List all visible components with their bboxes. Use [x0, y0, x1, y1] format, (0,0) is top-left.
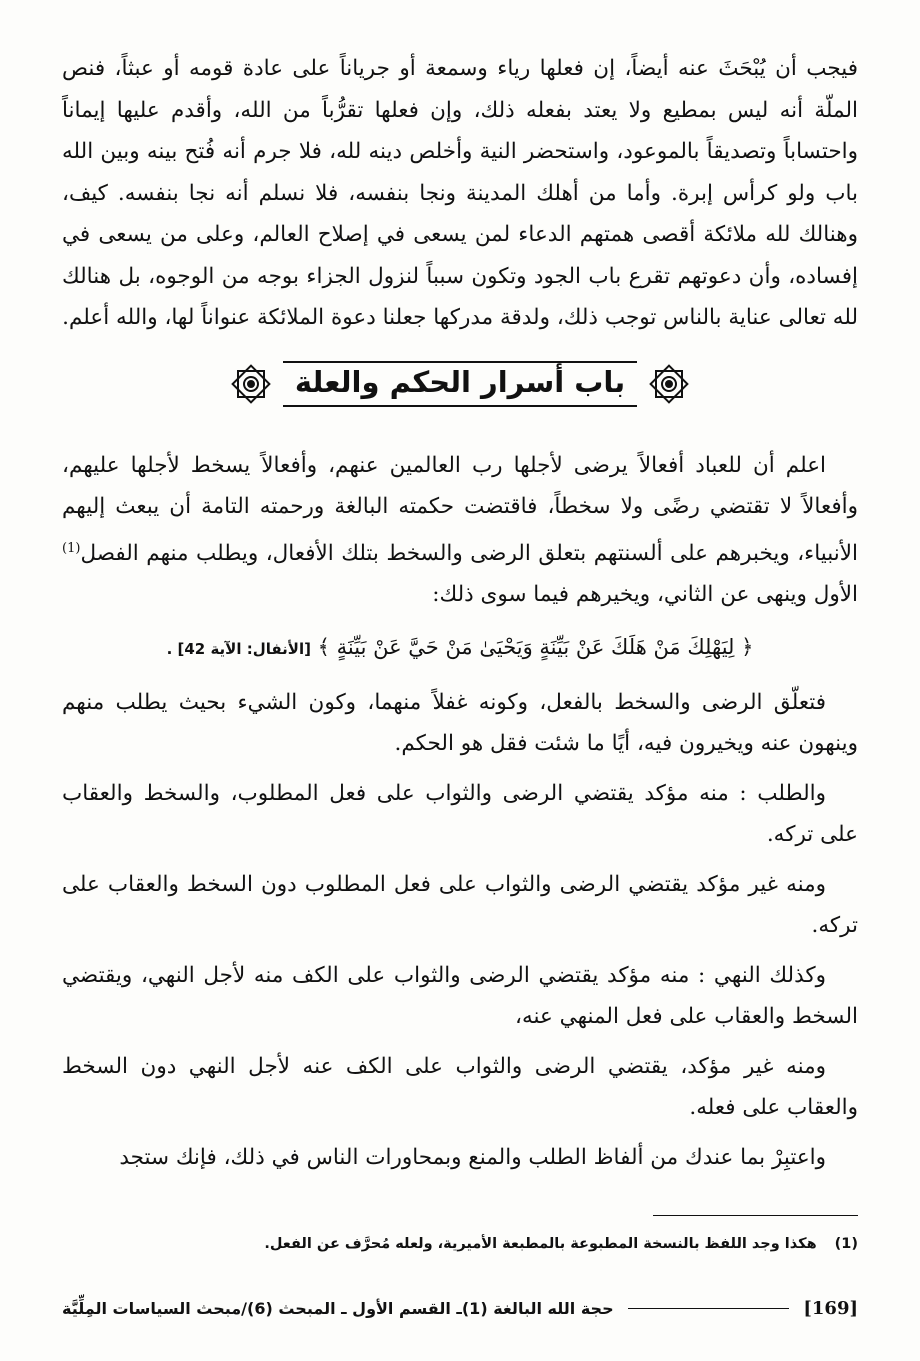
star-ornament-icon — [229, 362, 273, 406]
footnote-marker: (1) — [62, 540, 81, 556]
footnote-text: هكذا وجد اللفظ بالنسخة المطبوعة بالمطبعة الأميرية، ولعله مُحرَّف عن الفعل. — [264, 1236, 817, 1252]
page-footer — [62, 1298, 858, 1319]
page-number: [169] — [803, 1298, 858, 1319]
intro-paragraph — [62, 445, 858, 616]
footer-rule — [628, 1308, 790, 1309]
opening-paragraph: فيجب أن يُبْحَثَ عنه أيضاً، إن فعلها رياء وسمعة أو جرياناً على عادة قومه أو عبثاً، فنص الملّة أنه ليس بمطيع ولا يعتد بفعله ذلك، وإن فعلها تقرُّباً من الله، وأقدم عليها إيماناً واحتساباً وتصديقاً بالموعود، واستحضر النية وأخلص دينه لله، فلا جرم أنه فُتح بينه وبين الله باب ولو كرأس إبرة. وأما من أهلك المدينة ونجا بنفسه، فلا نسلم أنه نجا بنفسه. كيف، وهنالك لله ملائكة أقصى همتهم الدعاء لمن يسعى في إصلاح العالم، وعلى من يسعى في إفساده، وأن دعوتهم تقرع باب الجود وتكون سبباً لنزول الجزاء بوجه من الوجوه، بل هنالك لله تعالى عناية بالناس توجب ذلك، ولدقة مدركها جعلنا دعوة الملائكة عنواناً لها، والله أعلم. — [62, 56, 858, 330]
footnote-divider — [653, 1215, 858, 1216]
body-paragraph: واعتبِرْ بما عندك من ألفاظ الطلب والمنع وبمحاورات الناس في ذلك، فإنك ستجد — [119, 1144, 826, 1170]
running-title: حجة الله البالغة (1)ـ القسم الأول ـ المبحث (6)/مبحث السياسات المِلِّيَّة — [62, 1299, 614, 1318]
quran-verse — [62, 630, 858, 666]
footnote — [62, 1236, 858, 1252]
chapter-heading — [62, 361, 858, 407]
verse-text: ﴿ لِيَهْلِكَ مَنْ هَلَكَ عَنْ بَيِّنَةٍ وَيَحْيَىٰ مَنْ حَيَّ عَنْ بَيِّنَةٍ ﴾ — [317, 634, 754, 659]
page-body — [62, 48, 858, 1186]
body-paragraph: والطلب : منه مؤكد يقتضي الرضى والثواب على فعل المطلوب، والسخط والعقاب على تركه. — [62, 780, 858, 848]
body-paragraph: وكذلك النهي : منه مؤكد يقتضي الرضى والثواب على الكف منه لأجل النهي، ويقتضي السخط والعقاب على فعل المنهي عنه، — [62, 962, 858, 1030]
star-ornament-icon — [647, 362, 691, 406]
chapter-title: باب أسرار الحكم والعلة — [283, 361, 637, 407]
footnote-number: (1) — [834, 1236, 858, 1252]
body-paragraph: ومنه غير مؤكد، يقتضي الرضى والثواب على الكف عنه لأجل النهي دون السخط والعقاب على فعله. — [62, 1053, 858, 1121]
intro-text: اعلم أن للعباد أفعالاً يرضى لأجلها رب العالمين عنهم، وأفعالاً يسخط لأجلها عليهم، وأفعالاً لا تقتضي رضًى ولا سخطاً، فاقتضت حكمته البالغة ورحمته التامة أن يبعث إليهم الأنبياء، ويخبرهم على ألسنتهم بتعلق الرضى والسخط بتلك الأفعال، ويطلب منهم الفصل — [62, 452, 858, 566]
body-paragraph: فتعلّق الرضى والسخط بالفعل، وكونه غفلاً منهما، وكون الشيء بحيث يطلب منهم وينهون عنه ويخيرون فيه، أيًا ما شئت فقل هو الحكم. — [62, 689, 858, 757]
verse-reference: [الأنفال: الآية 42] . — [166, 639, 311, 658]
intro-text-continued: الأول وينهى عن الثاني، ويخيرهم فيما سوى ذلك: — [432, 582, 858, 608]
body-paragraph: ومنه غير مؤكد يقتضي الرضى والثواب على فعل المطلوب دون السخط والعقاب على تركه. — [62, 871, 858, 939]
